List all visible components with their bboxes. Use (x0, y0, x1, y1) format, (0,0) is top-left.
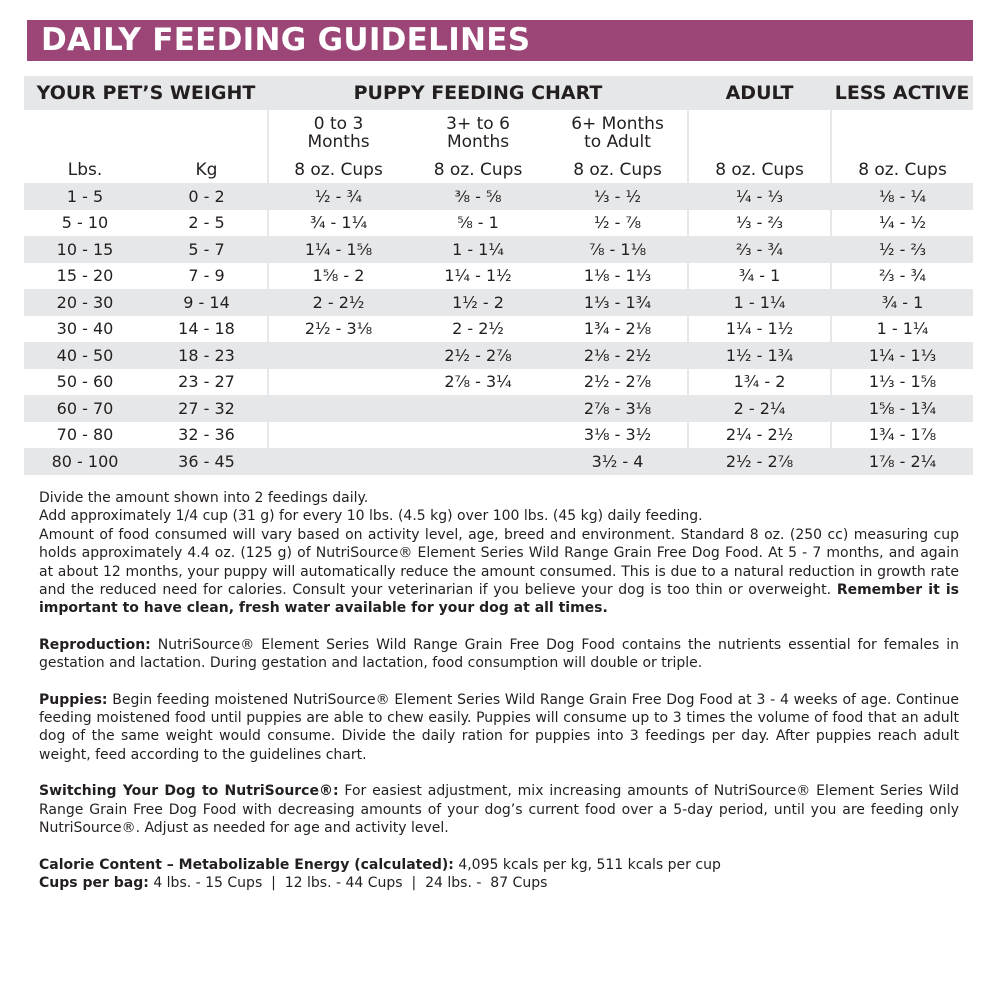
table-cell (408, 395, 548, 422)
table-cell: 1 - 1¼ (408, 236, 548, 263)
table-cell: 40 - 50 (24, 342, 146, 369)
table-cell: 50 - 60 (56, 372, 114, 392)
table-cell: 1 - 1¼ (688, 289, 831, 316)
unit-cell: 8 oz. Cups (688, 156, 831, 183)
reproduction-text: NutriSource® Element Series Wild Range Grain Free Dog Food contains the nutrients essential for females in gestation and lactation. During gestation and lactation, food consumption will double or triple. (39, 636, 960, 672)
table-row (24, 210, 973, 237)
table-cell: 60 - 70 (24, 395, 146, 422)
table-cell: 18 - 23 (146, 342, 268, 369)
water-reminder: Remember it is important to have clean, fresh water available for your dog at all times. (39, 582, 959, 617)
table-cell (268, 448, 408, 475)
table-cell: 15 - 20 (56, 266, 114, 286)
group-header-row (24, 76, 973, 110)
note-amount (39, 526, 959, 618)
table-row (24, 342, 973, 369)
table-cell: 20 - 30 (24, 289, 146, 316)
table-cell: 1½ - 2 (408, 289, 548, 316)
cups-label: Cups per bag: (39, 874, 149, 891)
feeding-table (24, 76, 973, 475)
table-cell (268, 422, 408, 449)
table-cell: 1¼ - 1⅓ (831, 342, 973, 369)
table-cell: 2⅛ - 2½ (548, 342, 688, 369)
table-cell: 1⅛ - 1⅓ (583, 266, 652, 286)
page-title: DAILY FEEDING GUIDELINES (41, 22, 531, 58)
table-cell: 5 - 7 (146, 236, 268, 263)
table-cell (408, 422, 548, 449)
table-cell: ⅛ - ¼ (831, 183, 973, 210)
puppy-age-6-adult (548, 110, 688, 156)
table-cell: ½ - ¾ (268, 183, 408, 210)
table-cell: 27 - 32 (146, 395, 268, 422)
table-cell: ⅓ - ½ (548, 183, 688, 210)
table-cell: 30 - 40 (56, 319, 114, 339)
table-row (24, 183, 973, 210)
table-cell: 80 - 100 (24, 448, 146, 475)
unit-row (24, 156, 973, 183)
table-cell: 1¾ - 2 (688, 369, 831, 396)
cups-line (39, 874, 959, 892)
adult-header: ADULT (688, 76, 831, 110)
table-row (24, 316, 973, 343)
note-feedings: Divide the amount shown into 2 feedings daily. (39, 490, 369, 506)
switching-label: Switching Your Dog to NutriSource®: (39, 783, 339, 800)
reproduction-paragraph (39, 636, 959, 673)
table-cell: ⅜ - ⅝ (408, 183, 548, 210)
table-cell: ½ - ⅞ (594, 213, 641, 233)
table-cell (268, 369, 408, 396)
table-cell: 2½ - 2⅞ (408, 342, 548, 369)
table-cell: 14 - 18 (178, 319, 235, 339)
table-cell: ¾ - 1¼ (268, 210, 408, 237)
table-cell: 2½ - 3⅛ (268, 316, 408, 343)
cups-text: 4 lbs. - 15 Cups | 12 lbs. - 44 Cups | 24 lbs. - 87 Cups (153, 874, 548, 891)
table-cell: 2 - 5 (188, 213, 225, 233)
table-cell: ⅝ - 1 (457, 213, 499, 233)
subheader-row (24, 110, 973, 156)
table-cell: 2 - 2½ (452, 319, 504, 339)
table-cell: 9 - 14 (146, 289, 268, 316)
puppies-label: Puppies: (39, 691, 108, 708)
unit-cell: Lbs. (67, 159, 103, 180)
table-cell: 10 - 15 (24, 236, 146, 263)
table-row (24, 289, 973, 316)
table-cell: 2⅞ - 3¼ (444, 372, 512, 392)
table-cell: 70 - 80 (56, 425, 114, 445)
table-cell: 1 - 1¼ (831, 316, 973, 343)
table-cell: 2¼ - 2½ (688, 422, 831, 449)
adult-subheader-blank (688, 110, 831, 156)
table-cell: 23 - 27 (178, 372, 235, 392)
table-cell: 1⅝ - 2 (268, 263, 408, 290)
table-row (24, 369, 973, 396)
table-cell: 36 - 45 (146, 448, 268, 475)
subheader-text: 6+ Months to Adult (571, 114, 664, 152)
table-cell: 7 - 9 (188, 266, 225, 286)
table-cell: ⅓ - ⅔ (688, 210, 831, 237)
unit-cell: 8 oz. Cups (573, 159, 662, 180)
calorie-text: 4,095 kcals per kg, 511 kcals per cup (458, 856, 721, 873)
puppy-age-0-3 (268, 110, 408, 156)
table-cell: ⅔ - ¾ (688, 236, 831, 263)
table-cell: 1½ - 1¾ (688, 342, 831, 369)
title-banner (27, 20, 973, 61)
table-row (24, 236, 973, 263)
puppies-paragraph (39, 691, 959, 765)
table-row (24, 448, 973, 475)
subheader-blank (24, 110, 268, 156)
table-cell: ¾ - 1 (688, 263, 831, 290)
table-cell: 1⅓ - 1¾ (548, 289, 688, 316)
table-cell: 2½ - 2⅞ (583, 372, 652, 392)
subheader-text: 3+ to 6 Months (446, 114, 510, 152)
table-row (24, 395, 973, 422)
table-cell (268, 395, 408, 422)
table-cell: ¼ - ⅓ (688, 183, 831, 210)
subheader-text: 0 to 3 Months (307, 114, 370, 152)
table-cell: 1⅞ - 2¼ (831, 448, 973, 475)
unit-cell: 8 oz. Cups (268, 156, 408, 183)
weight-header: YOUR PET’S WEIGHT (24, 76, 268, 110)
table-cell: 5 - 10 (61, 213, 109, 233)
table-cell: 2 - 2¼ (688, 395, 831, 422)
table-cell: 2½ - 2⅞ (688, 448, 831, 475)
amount-text: Amount of food consumed will vary based on activity level, age, breed and environment. Standard 8 oz. (250 cc) measuring cup holds approximately 4.4 oz. (125 g) of NutriSource® Element Series Wild Range Grain Free Dog Food. At 5 - 7 months, and again at about 12 months, your puppy will automatically reduce the amount consumed. This is due to a natural reduction in growth rate and the reduced need for calories. Consult your veterinarian if you believe your dog is too thin or overweight. (39, 526, 959, 599)
puppy-header: PUPPY FEEDING CHART (268, 76, 688, 110)
calorie-line (39, 856, 959, 874)
table-cell (408, 448, 548, 475)
unit-cell: Kg (195, 159, 218, 180)
reproduction-label: Reproduction: (39, 636, 151, 653)
table-cell: ¾ - 1 (831, 289, 973, 316)
table-cell: 3⅛ - 3½ (583, 425, 652, 445)
table-cell: 1¾ - 1⅞ (831, 422, 973, 449)
table-cell: 2⅞ - 3⅛ (548, 395, 688, 422)
table-cell: 0 - 2 (146, 183, 268, 210)
switching-paragraph (39, 782, 959, 837)
table-cell: ⅞ - 1⅛ (548, 236, 688, 263)
table-cell: 32 - 36 (178, 425, 235, 445)
calorie-label: Calorie Content – Metabolizable Energy (calculated): (39, 856, 454, 873)
table-cell: 1¼ - 1½ (688, 316, 831, 343)
table-cell: 1 - 5 (24, 183, 146, 210)
puppy-age-3-6 (408, 110, 548, 156)
less-active-header: LESS ACTIVE (831, 76, 973, 110)
unit-cell: 8 oz. Cups (433, 159, 523, 180)
switching-text: For easiest adjustment, mix increasing amounts of NutriSource® Element Series Wild Range Grain Free Dog Food with decreasing amounts of your dog’s current food over a 5-day period, until you are feeding only NutriSource®. Adjust as needed for age and activity level. (39, 783, 959, 837)
table-cell: 1⅝ - 1¾ (831, 395, 973, 422)
note-over-100: Add approximately 1/4 cup (31 g) for every 10 lbs. (4.5 kg) over 100 lbs. (45 kg) daily feeding. (39, 508, 703, 525)
table-cell: 2 - 2½ (268, 289, 408, 316)
table-cell: ⅔ - ¾ (831, 263, 973, 290)
less-active-subheader-blank (831, 110, 973, 156)
table-cell: ¼ - ½ (831, 210, 973, 237)
table-body (24, 183, 973, 475)
feeding-notes (39, 489, 959, 892)
table-cell: 3½ - 4 (548, 448, 688, 475)
table-row (24, 422, 973, 449)
table-cell: 1⅓ - 1⅝ (831, 369, 973, 396)
table-cell: 1¼ - 1½ (444, 266, 512, 286)
table-cell: 1¼ - 1⅝ (268, 236, 408, 263)
table-cell (268, 342, 408, 369)
table-cell: 1¾ - 2⅛ (583, 319, 652, 339)
table-row (24, 263, 973, 290)
unit-cell: 8 oz. Cups (831, 156, 973, 183)
table-cell: ½ - ⅔ (831, 236, 973, 263)
puppies-text: Begin feeding moistened NutriSource® Element Series Wild Range Grain Free Dog Food at 3 - 4 weeks of age. Continue feeding moistened food until puppies are able to chew easily. Puppies will consume up to 3 times the volume of food that an adult dog of the same weight would consume. Divide the daily ration for puppies into 3 feedings per day. After puppies reach adult weight, feed according to the guidelines chart. (39, 691, 960, 763)
